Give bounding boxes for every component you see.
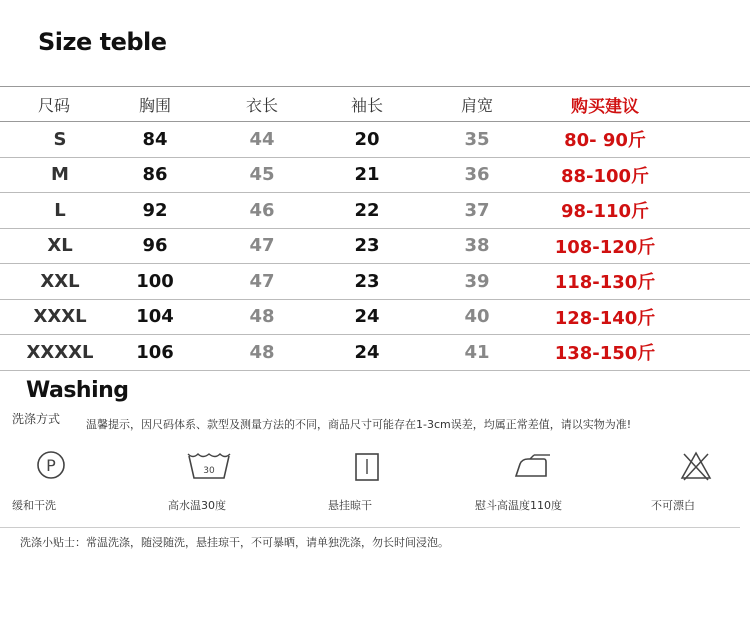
chest-cell: 86 [142, 164, 168, 186]
sleeve-cell: 20 [354, 128, 380, 150]
length-cell: 47 [249, 270, 275, 292]
sleeve-cell: 24 [354, 341, 380, 363]
advice-cell: 138-150斤 [554, 343, 656, 365]
header-shoulder: 肩宽 [460, 95, 493, 115]
table-row [0, 229, 750, 265]
shoulder-cell: 36 [464, 164, 490, 186]
washing-title: Washing [26, 378, 129, 403]
wash-tips: 洗涤小贴士：常温洗涤，随浸随洗，悬挂琼干，不可暴晒，请单独洗涤，勿长时间浸泡。 [20, 536, 449, 549]
wash-note: 温馨提示，因尺码体系、款型及测量方法的不同，商品尺寸可能存在1-3cm误差，均属正常差值，请以实物为准! [86, 418, 632, 431]
hang-dry-label: 悬挂晾干 [328, 499, 372, 512]
header-length: 衣长 [245, 95, 278, 115]
size-cell: S [53, 128, 67, 150]
header-chest: 胸围 [138, 95, 171, 115]
size-cell: XXXL [33, 306, 87, 328]
chest-cell: 96 [142, 235, 168, 257]
dry-clean-p-icon [36, 450, 66, 480]
chest-cell: 106 [136, 341, 174, 363]
chest-cell: 84 [142, 128, 168, 150]
chest-cell: 92 [142, 199, 168, 221]
header-size: 尺码 [38, 95, 71, 115]
divider [0, 527, 740, 528]
length-cell: 44 [249, 128, 275, 150]
size-cell: M [51, 164, 69, 186]
length-cell: 47 [249, 235, 275, 257]
shoulder-cell: 39 [464, 270, 490, 292]
chest-cell: 104 [136, 306, 174, 328]
page-title: Size teble [38, 28, 167, 56]
table-row [0, 193, 750, 229]
length-cell: 48 [249, 341, 275, 363]
length-cell: 45 [249, 164, 275, 186]
advice-cell: 80- 90斤 [564, 130, 646, 152]
no-bleach-label: 不可漂白 [651, 499, 695, 512]
table-header-row [0, 86, 750, 122]
table-row [0, 264, 750, 300]
size-cell: XXXXL [26, 341, 94, 363]
size-cell: XXL [40, 270, 80, 292]
iron-label: 慰斗高温度110度 [475, 499, 562, 512]
table-row [0, 122, 750, 158]
chest-cell: 100 [136, 270, 174, 292]
shoulder-cell: 38 [464, 235, 490, 257]
size-table [0, 86, 750, 371]
sleeve-cell: 22 [354, 199, 380, 221]
advice-cell: 98-110斤 [560, 201, 650, 223]
wash-method-label: 洗涤方式 [12, 412, 61, 426]
sleeve-cell: 23 [354, 235, 380, 257]
shoulder-cell: 37 [464, 199, 490, 221]
table-row [0, 335, 750, 371]
advice-cell: 118-130斤 [554, 272, 656, 294]
advice-cell: 108-120斤 [554, 236, 656, 258]
advice-cell: 88-100斤 [560, 165, 650, 187]
table-row [0, 300, 750, 336]
svg-text:P: P [46, 456, 56, 475]
wash-30-icon [186, 450, 232, 482]
sleeve-cell: 23 [354, 270, 380, 292]
hang-dry-icon [354, 452, 380, 482]
wash-temp-text: 30 [203, 466, 215, 476]
sleeve-cell: 21 [354, 164, 380, 186]
header-advice: 购买建议 [571, 96, 639, 117]
length-cell: 48 [249, 306, 275, 328]
length-cell: 46 [249, 199, 275, 221]
sleeve-cell: 24 [354, 306, 380, 328]
table-row [0, 158, 750, 194]
shoulder-cell: 40 [464, 306, 490, 328]
shoulder-cell: 41 [464, 341, 490, 363]
shoulder-cell: 35 [464, 128, 490, 150]
size-cell: XL [47, 235, 73, 257]
header-sleeve: 袖长 [350, 95, 383, 115]
no-bleach-icon [680, 450, 712, 482]
size-cell: L [54, 199, 66, 221]
wash-30-label: 高水温30度 [168, 499, 226, 512]
advice-cell: 128-140斤 [554, 307, 656, 329]
dry-clean-label: 缓和干洗 [12, 499, 56, 512]
iron-icon [514, 454, 552, 480]
